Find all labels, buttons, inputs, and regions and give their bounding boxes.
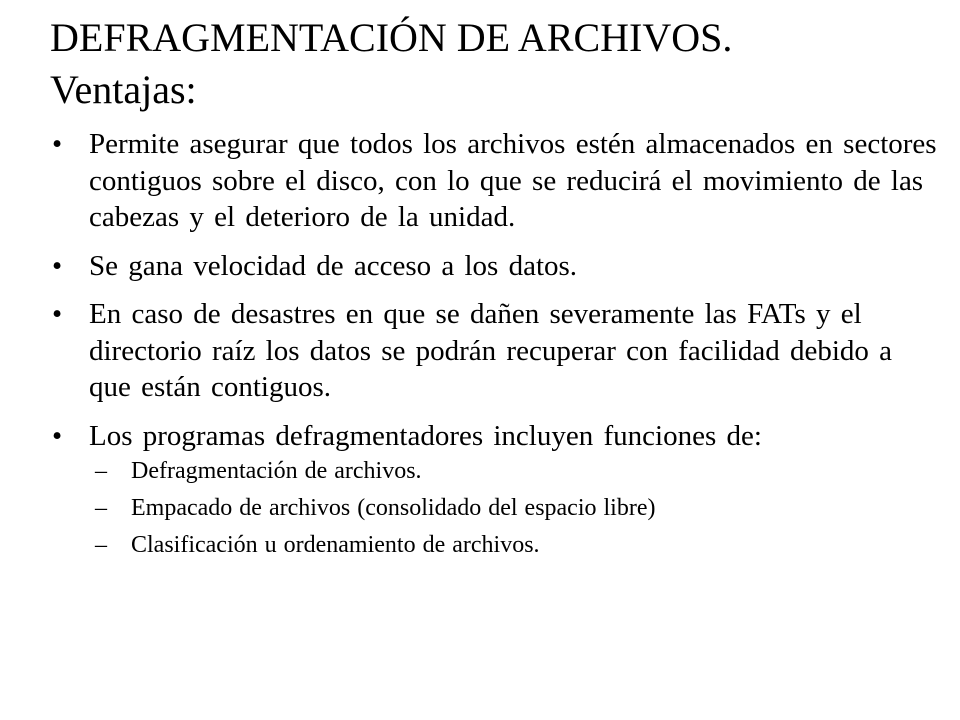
sub-bullet-marker: – — [95, 532, 107, 558]
bullet-item — [52, 126, 942, 236]
slide-title — [50, 12, 930, 116]
sub-bullet-item — [95, 458, 942, 485]
bullet-marker: • — [52, 128, 63, 160]
bullet-text: Los programas defragmentadores incluyen funciones de: — [89, 419, 762, 452]
sub-bullet-marker: – — [95, 495, 107, 521]
sub-bullet-text: Defragmentación de archivos. — [131, 458, 422, 484]
bullet-marker: • — [52, 249, 63, 282]
bullet-list — [52, 126, 942, 559]
bullet-marker: • — [52, 419, 63, 452]
bullet-text: Se gana velocidad de acceso a los datos. — [89, 249, 578, 282]
sub-bullet-item — [95, 532, 942, 559]
title-line-2: Ventajas: — [50, 67, 197, 112]
bullet-marker: • — [52, 298, 63, 330]
sub-bullet-text: Empacado de archivos (consolidado del espacio libre) — [131, 495, 656, 521]
sub-bullet-item — [95, 495, 942, 522]
bullet-item — [52, 296, 942, 406]
sub-bullet-marker: – — [95, 458, 107, 484]
bullet-item — [52, 418, 942, 560]
sub-bullet-list — [95, 458, 942, 559]
bullet-text: En caso de desastres en que se dañen severamente las FATs y el directorio raíz los datos se podrán recuperar con facilidad debido a que están contiguos. — [89, 298, 893, 403]
sub-bullet-text: Clasificación u ordenamiento de archivos. — [131, 532, 540, 558]
bullet-item — [52, 248, 942, 285]
bullet-text: Permite asegurar que todos los archivos estén almacenados en sectores contiguos sobre el disco, con lo que se reducirá el movimiento de las cabezas y el deterioro de la unidad. — [89, 128, 937, 233]
title-line-1: DEFRAGMENTACIÓN DE ARCHIVOS. — [50, 15, 733, 60]
